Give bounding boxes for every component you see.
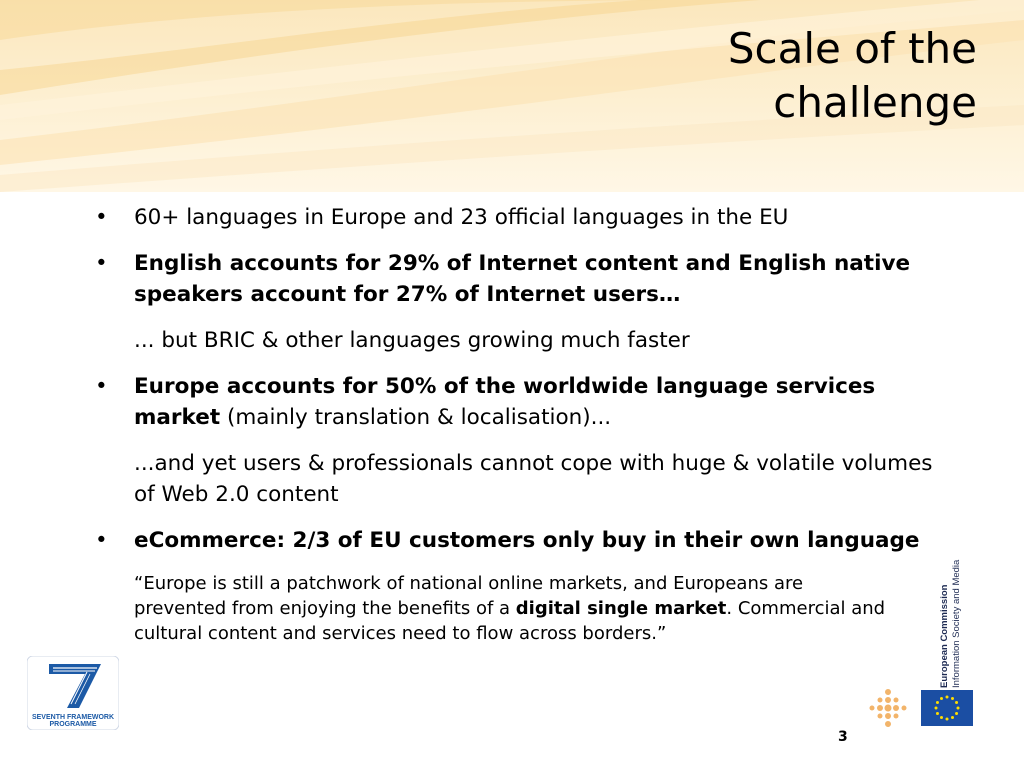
slide-title-line2: challenge <box>773 78 977 127</box>
eu-star <box>946 718 949 721</box>
bullet-marker: • <box>95 528 108 553</box>
bullet-english-share <box>95 248 935 310</box>
bullet-text: eCommerce: 2/3 of EU customers only buy in their own language <box>134 528 920 553</box>
page-number: 3 <box>838 729 848 745</box>
quote-part1: “Europe is still a patchwork of national online markets, and Europeans are prevented from enjoying the benefits of a <box>134 573 804 619</box>
bullet-text: 60+ languages in Europe and 23 official languages in the EU <box>134 205 789 230</box>
bullet-text-bold: Europe accounts for 50% of the worldwide language services market <box>134 374 876 430</box>
eu-star <box>936 712 939 715</box>
bullet-europe-market <box>95 371 935 433</box>
bullet-text-normal: (mainly translation & localisation)... <box>220 405 612 430</box>
dots-logo-icon <box>868 688 908 728</box>
quote-bold: digital single market <box>515 598 727 619</box>
eu-star <box>935 707 938 710</box>
eu-star <box>951 697 954 700</box>
sub-text-web20: ...and yet users & professionals cannot cope with huge & volatile volumes of Web 2.0 content <box>134 451 933 507</box>
bullet-ecommerce <box>95 525 935 556</box>
fp7-logo-line1: SEVENTH FRAMEWORK <box>31 714 115 721</box>
bullet-text: English accounts for 29% of Internet content and English native speakers account for 27% of Internet users… <box>134 251 911 307</box>
eu-star <box>940 716 943 719</box>
bullet-languages <box>95 202 935 233</box>
eu-star <box>957 707 960 710</box>
bullet-marker: • <box>95 374 108 399</box>
eu-star <box>955 712 958 715</box>
slide-title <box>457 22 977 130</box>
slide-title-line1: Scale of the <box>727 24 977 73</box>
eu-star <box>940 697 943 700</box>
eu-star <box>936 701 939 704</box>
ec-logo-line1: European Commission <box>939 584 950 688</box>
eu-star <box>946 696 949 699</box>
eu-star <box>951 716 954 719</box>
fp7-logo-line2: PROGRAMME <box>49 721 97 728</box>
bullet-marker: • <box>95 251 108 276</box>
header-band <box>0 0 1024 192</box>
eu-star <box>955 701 958 704</box>
eu-flag-icon <box>921 690 973 726</box>
quote-digital-single-market <box>95 571 894 646</box>
ec-logo-line2: Information Society and Media <box>951 559 962 688</box>
quote-part2: . Commercial and cultural content and services need to flow across borders.” <box>134 598 886 644</box>
sub-text-bric: ... but BRIC & other languages growing much faster <box>134 328 690 353</box>
bullet-text <box>134 374 875 430</box>
slide-content <box>95 202 935 646</box>
bullet-marker: • <box>95 205 108 230</box>
european-commission-logo-text <box>936 540 964 688</box>
fp7-logo <box>27 656 119 730</box>
